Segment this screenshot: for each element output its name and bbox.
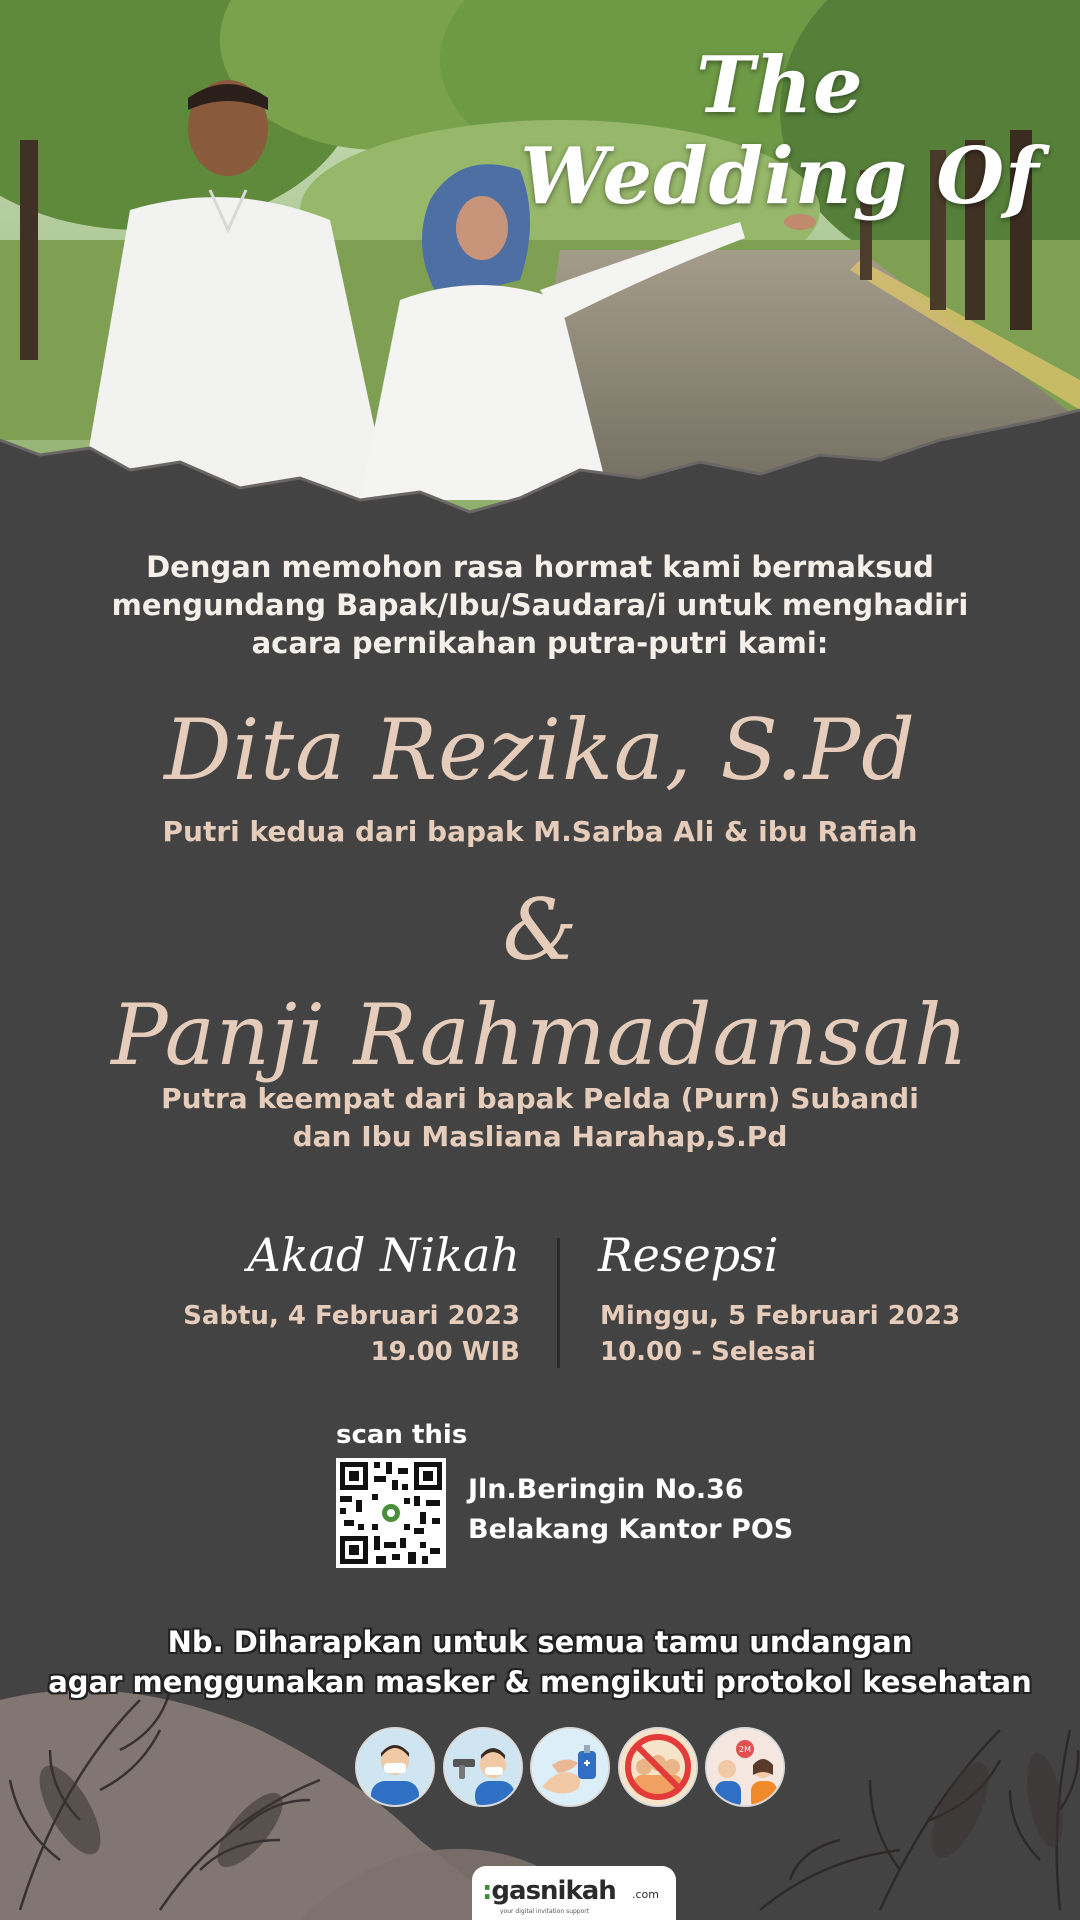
intro-line: Dengan memohon rasa hormat kami bermaksud — [146, 550, 934, 584]
qr-code[interactable] — [336, 1458, 446, 1568]
couple-photo — [0, 0, 1080, 520]
brand-mark-icon: : — [482, 1876, 492, 1906]
akad-date: Sabtu, 4 Februari 2023 — [183, 1301, 520, 1331]
mask-icon — [355, 1727, 435, 1807]
event-divider — [557, 1238, 560, 1368]
akad-title: Akad Nikah — [247, 1228, 520, 1282]
brand-suffix: .com — [632, 1888, 659, 1901]
brand-tagline: your digital invitation support — [500, 1908, 590, 1915]
note-line: Nb. Diharapkan untuk semua tamu undangan — [167, 1625, 913, 1659]
akad-time: 19.00 WIB — [370, 1337, 520, 1367]
address-line: Belakang Kantor POS — [468, 1514, 794, 1545]
address-line: Jln.Beringin No.36 — [468, 1474, 744, 1505]
distance-icon — [705, 1727, 785, 1807]
no-crowd-icon — [618, 1727, 698, 1807]
intro-line: mengundang Bapak/Ibu/Saudara/i untuk menghadiri — [111, 588, 969, 622]
intro-text — [0, 548, 1080, 662]
akad-info — [183, 1298, 520, 1370]
groom-name: Panji Rahmadansah — [111, 986, 969, 1084]
resepsi-date: Minggu, 5 Februari 2023 — [600, 1301, 961, 1331]
ampersand: & — [502, 881, 578, 979]
protocol-icons — [355, 1727, 785, 1809]
address — [468, 1470, 793, 1550]
health-note — [0, 1622, 1080, 1702]
thermometer-check-icon — [443, 1727, 523, 1807]
scan-label: scan this — [336, 1420, 468, 1450]
resepsi-info — [600, 1298, 960, 1370]
note-line: agar menggunakan masker & mengikuti protokol kesehatan — [48, 1665, 1032, 1699]
svg-text:2M: 2M — [739, 1745, 751, 1754]
intro-line: acara pernikahan putra-putri kami: — [251, 626, 829, 660]
wedding-title: The Wedding Of — [520, 40, 1040, 222]
groom-parents-line: dan Ibu Masliana Harahap,S.Pd — [292, 1120, 788, 1153]
groom-parents — [0, 1080, 1080, 1156]
bride-parents: Putri kedua dari bapak M.Sarba Ali & ibu Rafiah — [162, 815, 918, 848]
hand-sanitizer-icon — [530, 1727, 610, 1807]
bride-name: Dita Rezika, S.Pd — [164, 701, 916, 799]
resepsi-title: Resepsi — [598, 1228, 779, 1282]
resepsi-time: 10.00 - Selesai — [600, 1337, 816, 1367]
brand-badge[interactable] — [472, 1866, 676, 1920]
brand-name: gasnikah — [491, 1876, 616, 1906]
groom-parents-line: Putra keempat dari bapak Pelda (Purn) Subandi — [161, 1082, 919, 1115]
brand-logo — [482, 1876, 616, 1906]
